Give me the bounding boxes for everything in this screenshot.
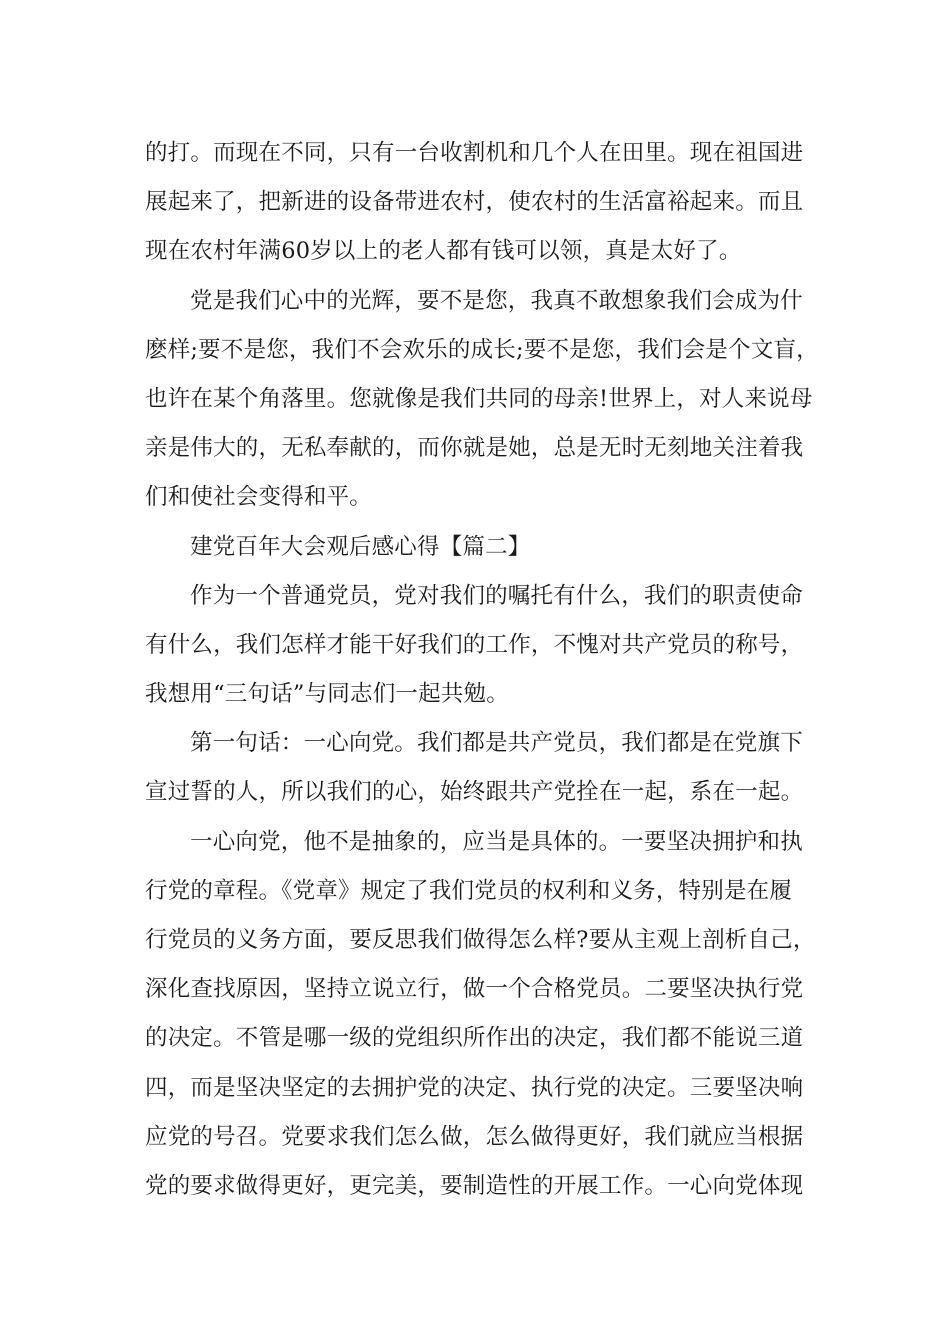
text-line: 四，而是坚决坚定的去拥护党的决定、执行党的决定。三要坚决响 — [145, 1074, 804, 1101]
text-line: 深化查找原因，坚持立说立行，做一个合格党员。二要坚决执行党 — [145, 976, 804, 1003]
text-line: 宣过誓的人，所以我们的心，始终跟共产党拴在一起，系在一起。 — [145, 779, 804, 806]
text-line: 亲是伟大的，无私奉献的，而你就是她，总是无时无刻地关注着我 — [145, 435, 804, 462]
text-line: 党是我们心中的光辉，要不是您，我真不敢想象我们会成为什 — [190, 287, 803, 314]
text-line: 展起来了，把新进的设备带进农村，使农村的生活富裕起来。而且 — [145, 189, 804, 216]
text-line: 行党员的义务方面，要反思我们做得怎么样?要从主观上剖析自己， — [145, 927, 816, 953]
text-line: 作为一个普通党员，党对我们的嘱托有什么，我们的职责使命 — [190, 582, 803, 609]
text-line: 行党的章程。《党章》规定了我们党员的权利和义务，特别是在履 — [145, 877, 793, 904]
text-line: 有什么，我们怎样才能干好我们的工作，不愧对共产党员的称号， — [145, 631, 804, 658]
text-line: 麽样;要不是您，我们不会欢乐的成长;要不是您，我们会是个文盲， — [145, 336, 819, 363]
text-line: 们和使社会变得和平。 — [145, 484, 373, 511]
text-line: 的打。而现在不同，只有一台收割机和几个人在田里。现在祖国进 — [145, 140, 804, 166]
text-line: 党的要求做得更好，更完美，要制造性的开展工作。一心向党体现 — [145, 1172, 804, 1199]
text-line: 一心向党，他不是抽象的，应当是具体的。一要坚决拥护和执 — [190, 828, 803, 855]
text-line: 的决定。不管是哪一级的党组织所作出的决定，我们都不能说三道 — [145, 1025, 804, 1052]
text-line: 应党的号召。党要求我们怎么做，怎么做得更好，我们就应当根据 — [145, 1123, 804, 1150]
section-heading: 建党百年大会观后感心得【篇二】 — [190, 533, 531, 560]
text-line: 也许在某个角落里。您就像是我们共同的母亲!世界上，对人来说母 — [145, 385, 813, 412]
document-body — [145, 129, 819, 1211]
text-line: 现在农村年满60岁以上的老人都有钱可以领，真是太好了。 — [145, 238, 742, 265]
text-line: 第一句话：一心向党。我们都是共产党员，我们都是在党旗下 — [190, 730, 803, 757]
text-line: 我想用“三句话”与同志们一起共勉。 — [145, 681, 509, 708]
